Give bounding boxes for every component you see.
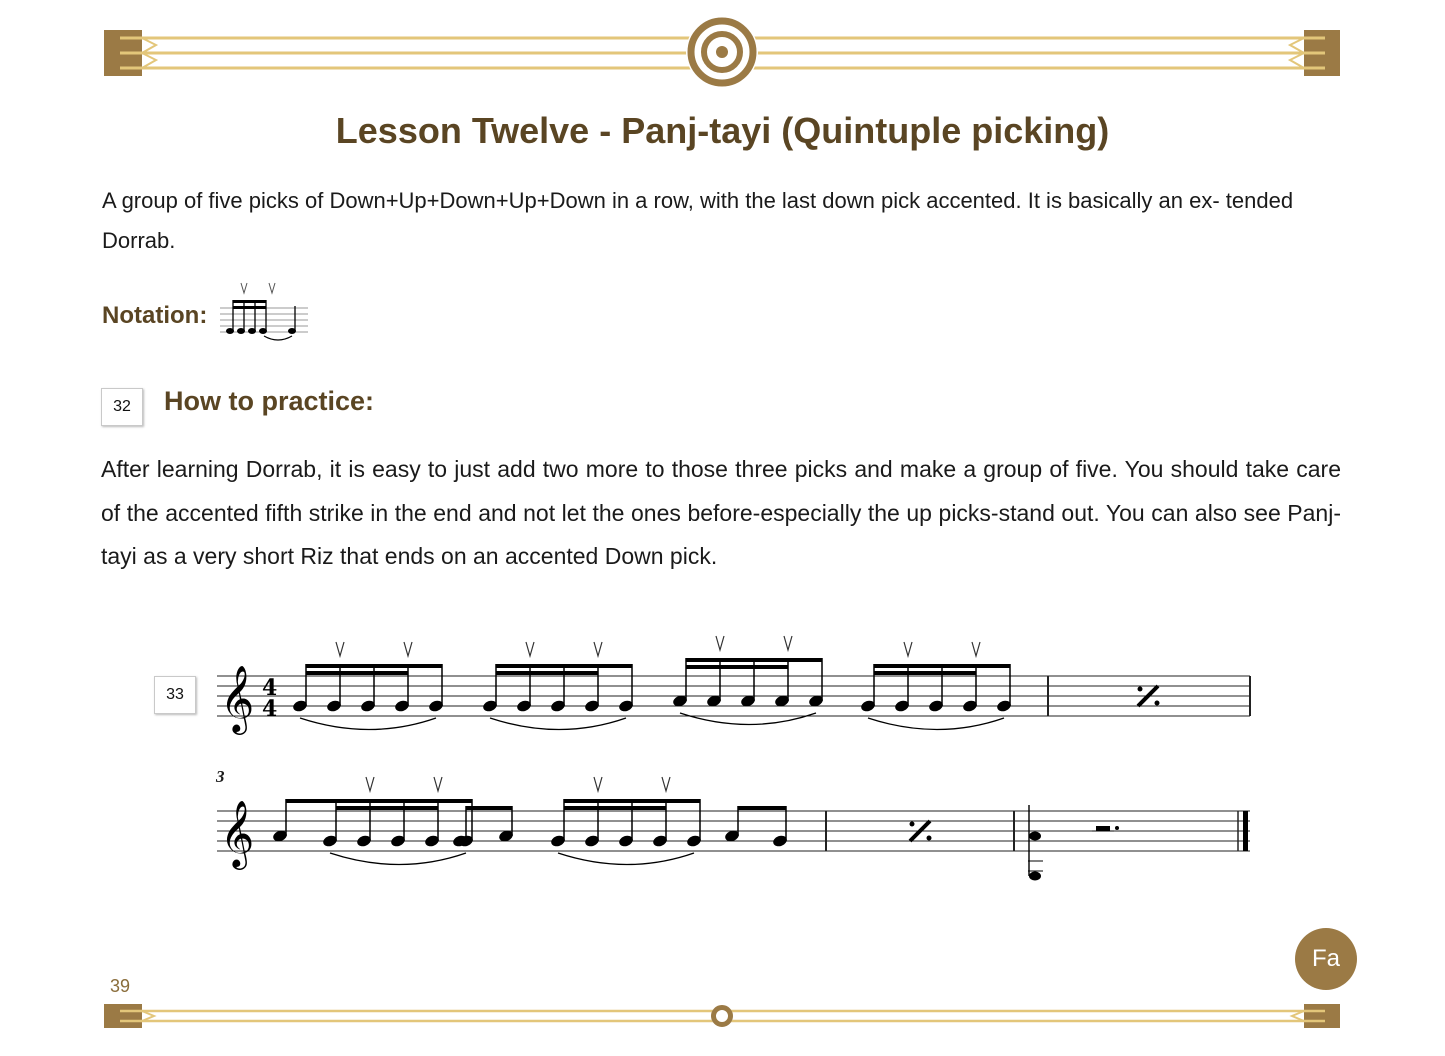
- svg-text:𝄞: 𝄞: [220, 799, 255, 867]
- music-staff-system-1: [200, 620, 1265, 750]
- page-title: Lesson Twelve - Panj-tayi (Quintuple picking): [335, 110, 1110, 151]
- language-badge: Fa: [1295, 928, 1357, 990]
- section-number-badge: 32: [101, 388, 143, 426]
- intro-paragraph: A group of five picks of Down+Up+Down+Up+Down in a row, with the last down pick accented. It is basically an ex- tended Dorrab.: [102, 188, 1294, 253]
- example-number-badge: 33: [154, 676, 196, 714]
- svg-text:𝄞: 𝄞: [220, 664, 255, 732]
- notation-label: Notation:: [102, 302, 208, 329]
- final-chord: [1028, 805, 1043, 881]
- section-heading: How to practice:: [164, 386, 375, 416]
- measure-number: 3: [216, 767, 225, 786]
- music-staff-system-2: [200, 765, 1265, 895]
- quintuple-note-group: [672, 636, 825, 725]
- svg-text:4: 4: [262, 675, 278, 701]
- top-border-ornament: [0, 0, 1445, 95]
- bottom-border-ornament: [0, 995, 1445, 1040]
- eighth-note-pair: [452, 806, 515, 848]
- half-rest: [1092, 826, 1119, 831]
- notation-figure: [218, 278, 313, 346]
- practice-paragraph: After learning Dorrab, it is easy to just add two more to those three picks and make a group of five. You should take care of the accented fifth strike in the end and not let the ones before-especially the up picks-stand out. You can also see Panj-tayi as a very short Riz that ends on an accented Down pick.: [101, 456, 1341, 569]
- page-number: 39: [110, 976, 131, 996]
- eighth-note-pair: [724, 806, 789, 848]
- svg-text:4: 4: [262, 696, 278, 722]
